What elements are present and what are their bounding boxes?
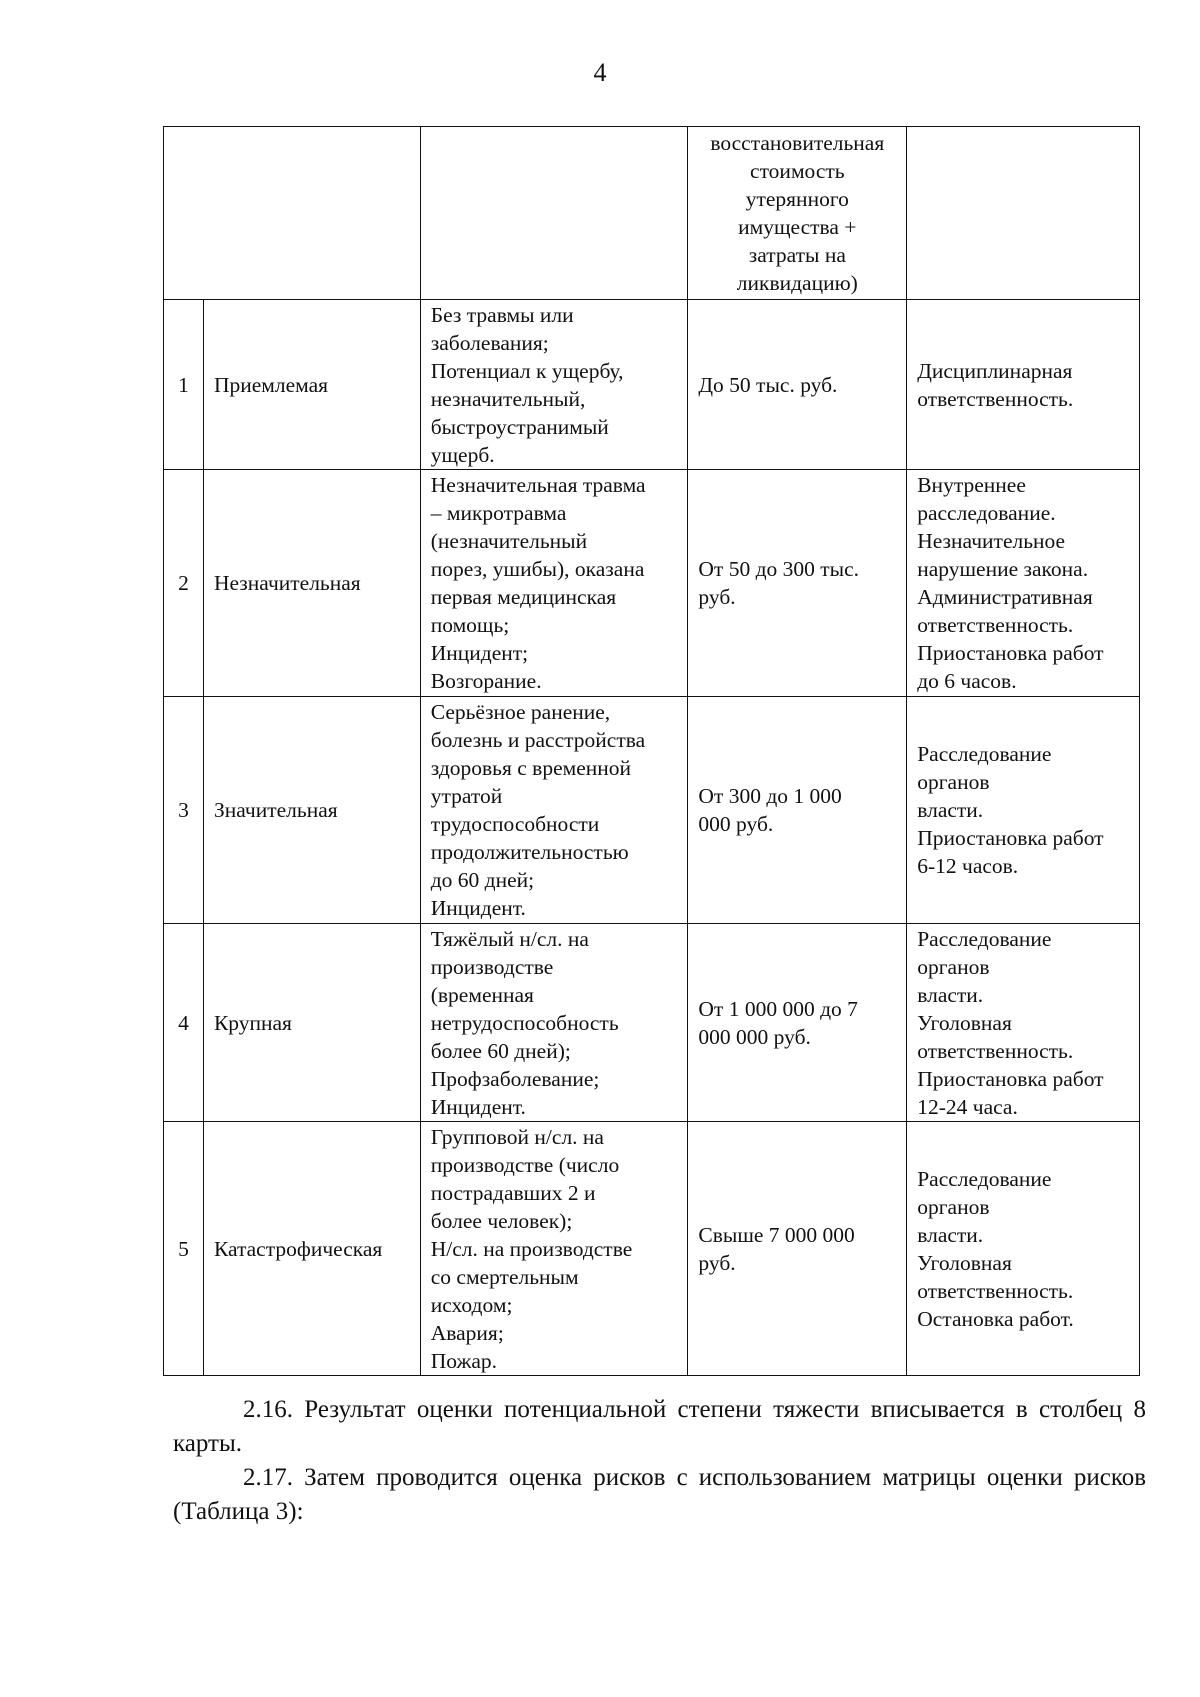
- responsibility-text: Расследование органов власти. Уголовная ответственность. Приостановка работ 12-24 часа.: [917, 926, 1104, 1119]
- damage-cost-cell: [688, 470, 907, 697]
- damage-cost-text: От 50 до 300 тыс. руб.: [698, 557, 860, 609]
- health-impact-cell: [420, 470, 688, 697]
- continuation-empty-cell: [164, 127, 421, 300]
- severity-level: Приемлемая: [203, 300, 420, 470]
- severity-level: Значительная: [203, 697, 420, 924]
- body-text: [173, 1393, 1146, 1529]
- continuation-cost-text: восстановительная стоимость утерянного имущества + затраты на ликвидацию): [710, 131, 885, 295]
- damage-cost-cell: [688, 924, 907, 1122]
- severity-level: Крупная: [203, 924, 420, 1122]
- responsibility-text: Расследование органов власти. Приостановка работ 6-12 часов.: [917, 742, 1104, 878]
- table-row: [164, 924, 1140, 1122]
- health-impact-cell: [420, 924, 688, 1122]
- damage-cost-text: От 1 000 000 до 7 000 000 руб.: [698, 996, 858, 1049]
- health-impact-text: Тяжёлый н/сл. на производстве (временная нетрудоспособность более 60 дней); Профзаболевание; Инцидент.: [430, 926, 619, 1119]
- responsibility-text: Дисциплинарная ответственность.: [917, 358, 1074, 411]
- health-impact-text: Серьёзное ранение, болезнь и расстройства здоровья с временной утратой трудоспособности продолжительностью до 60 дней; Инцидент.: [430, 700, 646, 920]
- continuation-empty-cell: [420, 127, 688, 300]
- table-row: [164, 697, 1140, 924]
- row-number: 5: [164, 1122, 204, 1376]
- severity-table: [163, 126, 1140, 1376]
- page-number: 4: [593, 58, 607, 87]
- severity-level: Катастрофическая: [203, 1122, 420, 1376]
- responsibility-text: Расследование органов власти. Уголовная ответственность. Остановка работ.: [917, 1166, 1074, 1331]
- row-number: 2: [164, 470, 204, 697]
- damage-cost-text: До 50 тыс. руб.: [698, 372, 838, 397]
- health-impact-text: Групповой н/сл. на производстве (число пострадавших 2 и более человек); Н/сл. на производстве со смертельным исходом; Авария; Пожар.: [430, 1124, 633, 1373]
- health-impact-text: Незначительная травма – микротравма (незначительный порез, ушибы), оказана первая медицинская помощь; Инцидент; Возгорание.: [430, 473, 646, 693]
- table-continuation-row: [164, 127, 1140, 300]
- row-number: 3: [164, 697, 204, 924]
- responsibility-cell: [907, 470, 1140, 697]
- table-row: [164, 300, 1140, 470]
- damage-cost-text: От 300 до 1 000 000 руб.: [698, 784, 842, 836]
- health-impact-cell: [420, 300, 688, 470]
- row-number: 4: [164, 924, 204, 1122]
- responsibility-cell: [907, 300, 1140, 470]
- damage-cost-cell: [688, 1122, 907, 1376]
- damage-cost-cell: [688, 300, 907, 470]
- table-row: [164, 470, 1140, 697]
- paragraph-2-17: 2.17. Затем проводится оценка рисков с использованием матрицы оценки рисков (Таблица 3):: [173, 1464, 1146, 1525]
- continuation-cost-cell: [688, 127, 907, 300]
- responsibility-cell: [907, 1122, 1140, 1376]
- health-impact-cell: [420, 697, 688, 924]
- damage-cost-text: Свыше 7 000 000 руб.: [698, 1222, 855, 1275]
- responsibility-cell: [907, 924, 1140, 1122]
- health-impact-cell: [420, 1122, 688, 1376]
- table-row: [164, 1122, 1140, 1376]
- paragraph-2-16: 2.16. Результат оценки потенциальной степени тяжести вписывается в столбец 8 карты.: [173, 1396, 1146, 1457]
- damage-cost-cell: [688, 697, 907, 924]
- severity-level: Незначительная: [203, 470, 420, 697]
- responsibility-cell: [907, 697, 1140, 924]
- row-number: 1: [164, 300, 204, 470]
- continuation-empty-cell: [907, 127, 1140, 300]
- health-impact-text: Без травмы или заболевания; Потенциал к ущербу, незначительный, быстроустранимый ущерб.: [430, 302, 624, 467]
- responsibility-text: Внутреннее расследование. Незначительное нарушение закона. Административная ответственность. Приостановка работ до 6 часов.: [917, 473, 1104, 693]
